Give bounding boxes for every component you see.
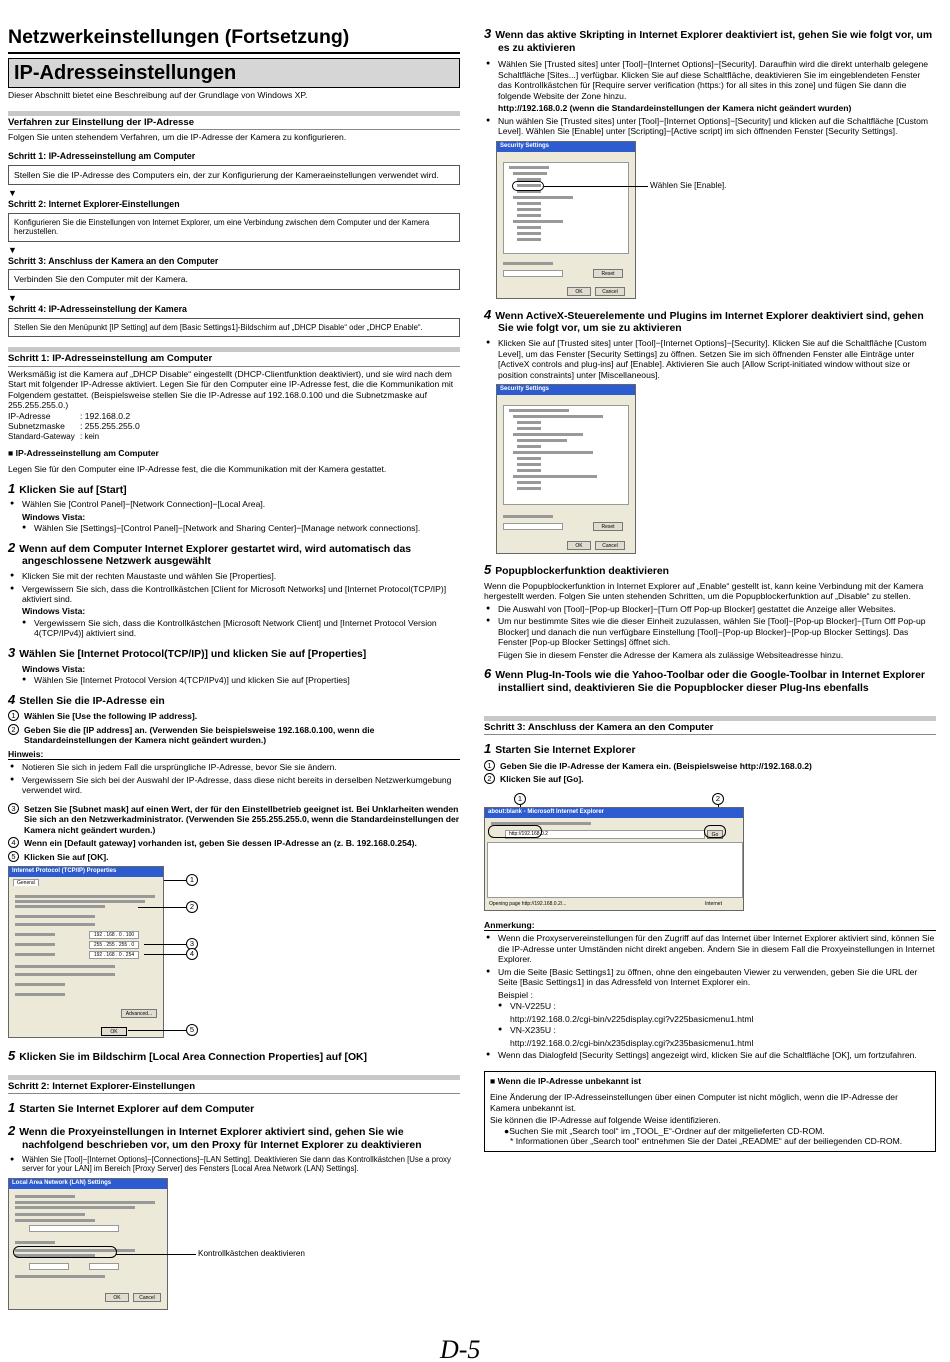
marker-5: 5 [186, 1024, 198, 1036]
substep-text: Geben Sie die IP-Adresse der Kamera ein. (Beispielsweise http://192.168.0.2) [500, 760, 812, 771]
cancel-button[interactable]: Cancel [133, 1293, 161, 1302]
bullet: ● Wählen Sie [Trusted sites] unter [Tool]−[Internet Options]−[Security]. Daraufhin wird die direkt unterhalb gelegene Schaltfläche [Sites...] verfügbar. Klicken Sie auf diese Schaltfläche, deaktivieren Sie im eingeblendeten Fenster das Kontrollkästchen für [Require server verification (https:) for all sites in this zone] und fügen Sie dann die folgende Website der Zone hinzu. [484, 59, 936, 101]
kv-key: Subnetzmaske [8, 421, 65, 432]
ok-button[interactable]: OK [567, 541, 591, 550]
bullet: ● Klicken Sie mit der rechten Maustaste und wählen Sie [Properties]. [8, 571, 460, 581]
example-url: http://192.168.0.2/cgi-bin/x235display.cgi?x235basicmenu1.html [510, 1037, 754, 1048]
page-number: D-5 [440, 1335, 481, 1362]
procedure-step-3-box: Verbinden Sie den Computer mit der Kamera. [8, 269, 460, 289]
dialog-titlebar: Local Area Network (LAN) Settings [9, 1179, 167, 1189]
ok-button[interactable]: OK [101, 1027, 127, 1036]
step-number: 5 [8, 1048, 16, 1064]
bullet: ● Um die Seite [Basic Settings1] zu öffnen, ohne den eingebauten Viewer zu verwenden, geben Sie die URL der Seite [Basic Settings1] in das Adressfeld von Internet Explorer ein. [484, 967, 936, 988]
step-number: 4 [8, 691, 16, 707]
step-number: 3 [8, 644, 16, 660]
bullet: ● Wählen Sie [Internet Protocol Version 4(TCP/IPv4)] und klicken Sie auf [Properties] [8, 675, 460, 685]
example-model: ● VN-V225U : [484, 1001, 936, 1011]
circled-number: 1 [8, 710, 19, 721]
callout-deactivate: Kontrollkästchen deaktivieren [198, 1248, 305, 1258]
info-b2: * Informationen über „Search tool“ entnehmen Sie der Datei „README“ auf der beiliegenden CD-ROM. [510, 1136, 903, 1147]
step-text: Wenn die Proxyeinstellungen in Internet Explorer aktiviert sind, gehen Sie wie nachfolgend beschrieben vor, um den Proxy für Internet Explorer zu deaktivieren [19, 1127, 422, 1151]
step1-2 [8, 540, 460, 569]
reset-button[interactable]: Reset [593, 522, 623, 531]
step2-6 [484, 666, 936, 695]
arrow-down-icon: ▼ [8, 292, 17, 303]
bullet: ● Nun wählen Sie [Trusted sites] unter [Tool]−[Internet Options]−[Security] und klicken auf die Schaltfläche [Custom Level]. Wählen Sie [Enable] unter [Scripting]−[Active script] im sich öffnenden Fenster [Security Settings]. [484, 116, 936, 137]
procedure-step-4-box: Stellen Sie den Menüpunkt [IP Setting] auf dem [Basic Settings1]-Bildschirm auf „DHCP Disable“ oder „DHCP Enable“. [8, 318, 460, 338]
step2-1 [8, 1100, 460, 1117]
address-bar[interactable]: http://192.168.0.2 [505, 830, 705, 839]
kv-value: : 255.255.255.0 [80, 421, 140, 432]
marker-3: 3 [186, 938, 198, 950]
step-text: Wählen Sie [Internet Protocol(TCP/IP)] und klicken Sie auf [Properties] [19, 648, 367, 660]
procedure-intro: Folgen Sie unten stehendem Verfahren, um die IP-Adresse der Kamera zu konfigurieren. [8, 132, 347, 143]
sub-intro: Legen Sie für den Computer eine IP-Adresse fest, die die Kommunikation mit der Kamera gestattet. [8, 464, 387, 475]
example-label: Beispiel : [498, 989, 533, 1000]
cancel-button[interactable]: Cancel [595, 541, 625, 550]
step-text: Starten Sie Internet Explorer auf dem Computer [19, 1104, 255, 1116]
ie-screenshot-area [484, 789, 936, 917]
procedure-step-1-box: Stellen Sie die IP-Adresse des Computers ein, der zur Konfigurierung der Kameraeinstellungen verwendet wird. [8, 165, 460, 185]
default-gateway-field[interactable]: 192 . 168 . 0 . 254 [89, 951, 139, 959]
tcpip-dialog [8, 866, 164, 1038]
substep-text: Wenn ein [Default gateway] vorhanden ist, geben Sie dessen IP-Adresse an (z. B. 192.168.0.254). [24, 838, 417, 849]
substep-text: Geben Sie die [IP address] an. (Verwenden Sie beispielsweise 192.168.0.100, wenn die Standardeinstellungen der Kamera nicht geändert wurden.) [24, 724, 375, 746]
circled-number: 3 [8, 803, 19, 814]
kv-gateway [8, 432, 460, 442]
bullet: ● Um nur bestimmte Sites wie die dieser Einheit zuzulassen, wählen Sie [Tool]−[Pop-up Blocker]−[Turn Off Pop-up Blocker] und danach die nun verfügbare Einstellung [Tool]−[Pop-up Blocker]−[Pop-up Blocker Settings]. Das Fenster [Pop-up Blocker Settings] öffnet sich. [484, 616, 936, 647]
section-bar [484, 716, 936, 721]
bullet: ● Wählen Sie [Settings]−[Control Panel]−[Network and Sharing Center]−[Manage network connections]. [8, 523, 460, 533]
highlight-ellipse [704, 825, 726, 838]
vista-label: Windows Vista: [22, 511, 86, 522]
kv-value: : kein [80, 431, 100, 441]
tcpip-screenshot-area [8, 866, 460, 1042]
marker-1: 1 [514, 793, 526, 805]
highlight-ellipse [512, 181, 544, 191]
step-text: Wenn Plug-In-Tools wie die Yahoo-Toolbar oder die Google-Toolbar in Internet Explorer installiert sind, deaktivieren Sie die Popupblocker dieser Plug-Ins ebenfalls [495, 670, 925, 694]
arrow-down-icon: ▼ [8, 188, 17, 199]
callout-enable: Wählen Sie [Enable]. [650, 180, 727, 190]
ok-button[interactable]: OK [567, 287, 591, 296]
cancel-button[interactable]: Cancel [595, 287, 625, 296]
tab-general[interactable]: General [13, 879, 39, 886]
dialog-titlebar: Security Settings [497, 385, 635, 395]
step-number: 1 [8, 1100, 16, 1116]
step2-4 [484, 307, 936, 336]
example-url: http://192.168.0.2/cgi-bin/v225display.cgi?v225basicmenu1.html [510, 1013, 754, 1024]
security-screenshot-1-area [484, 141, 936, 301]
ok-button[interactable]: OK [105, 1293, 129, 1302]
go-button[interactable]: Go [707, 830, 723, 839]
step-number: 2 [8, 539, 16, 555]
security-settings-dialog [496, 141, 636, 299]
substep-2 [8, 725, 460, 746]
procedure-step-2-box: Konfigurieren Sie die Einstellungen von Internet Explorer, um eine Verbindung zwischen dem Computer und der Kamera herzustellen. [8, 213, 460, 242]
kv-mask [8, 421, 460, 431]
substep-text: Klicken Sie auf [Go]. [500, 774, 584, 785]
section-title: IP-Adresseinstellungen [8, 58, 460, 88]
bullet: ● Vergewissern Sie sich bei der Auswahl der IP-Adresse, dass diese nicht bereits in derselben Netzwerkumgebung verwendet wird. [8, 775, 460, 796]
step-number: 6 [484, 666, 492, 682]
step1-1 [8, 481, 460, 498]
circled-number: 2 [8, 724, 19, 735]
step-text: Wenn auf dem Computer Internet Explorer gestartet wird, wird automatisch das angeschlossene Netzwerk ausgewählt [19, 543, 412, 568]
ie-content [487, 842, 743, 898]
kv-key: Standard-Gateway [8, 431, 75, 441]
intro-text: Dieser Abschnitt bietet eine Beschreibung auf der Grundlage von Windows XP. [8, 90, 308, 101]
bullet: ● Klicken Sie auf [Trusted sites] unter [Tool]−[Internet Options]−[Security]. Klicken Sie auf die Schaltfläche [Custom Level], um das Fenster [Security Settings] zu öffnen. Setzen Sie im sich öffnenden Fenster alle Einträge unter [ActiveX controls and plug-ins] auf [Enable]. Aktivieren Sie auch [Allow Script-initiated window without size or position constraints] unter [Miscellaneous]. [484, 338, 936, 380]
right-column [484, 0, 936, 1152]
step2-2 [8, 1123, 460, 1152]
marker-2: 2 [186, 901, 198, 913]
step1-para: Werksmäßig ist die Kamera auf „DHCP Disable“ eingestellt (DHCP-Clientfunktion deaktiviert), und sie wird nach dem Start mit folgender IP-Adresse aktiviert. Legen Sie für den Computer eine IP-Adresse fest, die die Kommunikation mit Folgendem gestattet. (Beispielsweise stellen Sie die IP-Adresse auf 192.168.0.100 und die Subnetzmaske auf 255.255.255.0.) [8, 368, 454, 411]
substep-5 [8, 852, 460, 862]
substep-text: Klicken Sie auf [OK]. [24, 851, 109, 862]
step2-5 [484, 562, 936, 579]
step-number: 1 [8, 480, 16, 496]
step-text: Popupblockerfunktion deaktivieren [495, 566, 670, 578]
ie-titlebar: about:blank - Microsoft Internet Explorer [485, 808, 743, 818]
example-model: ● VN-X235U : [484, 1025, 936, 1035]
procedure-step-1-title: Schritt 1: IP-Adresseinstellung am Computer [8, 150, 196, 161]
reset-button[interactable]: Reset [593, 269, 623, 278]
step3-heading: Schritt 3: Anschluss der Kamera an den Computer [484, 722, 936, 736]
procedure-heading: Verfahren zur Einstellung der IP-Adresse [8, 117, 460, 131]
bullet: ● Wählen Sie [Control Panel]−[Network Connection]−[Local Area]. [8, 499, 460, 509]
circled-number: 2 [484, 773, 495, 784]
marker-4: 4 [186, 948, 198, 960]
lan-screenshot-area [8, 1178, 460, 1312]
substep-1 [484, 761, 936, 771]
substep-2 [484, 774, 936, 784]
step2-heading: Schritt 2: Internet Explorer-Einstellungen [8, 1081, 460, 1095]
bullet: ● Vergewissern Sie sich, dass die Kontrollkästchen [Microsoft Network Client] und [Internet Protocol Version 4(TCP/IPv4)] aktiviert sind. [8, 618, 460, 639]
dialog-titlebar: Internet Protocol (TCP/IP) Properties [9, 867, 163, 877]
highlight-ellipse [488, 825, 542, 838]
title-rule [8, 52, 460, 54]
step1-4 [8, 692, 460, 709]
info-p2: Sie können die IP-Adresse auf folgende Weise identifizieren. [490, 1115, 721, 1126]
sub-heading: ■ IP-Adresseinstellung am Computer [8, 447, 159, 458]
bullet: ● Wenn das Dialogfeld [Security Settings] angezeigt wird, klicken Sie auf die Schaltfläche [OK], um fortzufahren. [484, 1050, 936, 1060]
ie-zone: Internet [705, 900, 722, 907]
info-b1: ●Suchen Sie mit „Search tool“ im „TOOL_E“-Ordner auf der mitgelieferten CD-ROM. [504, 1125, 825, 1136]
step-number: 2 [8, 1123, 16, 1139]
step-text: Stellen Sie die IP-Adresse ein [19, 695, 165, 707]
highlight-ellipse [13, 1246, 117, 1258]
ip-address-field[interactable]: 192 . 168 . 0 . 100 [89, 931, 139, 939]
substep-text: Setzen Sie [Subnet mask] auf einen Wert, der für den Einstellbetrieb geeignet ist. Bei Unklarheiten wenden Sie sich an den Netzwerkadministrator. (Verwenden Sie 255.255.255.0, wenn die Standardeinstellungen der Kamera nicht geändert wurden.) [24, 803, 460, 835]
step1-5 [8, 1048, 460, 1065]
circled-number: 1 [484, 760, 495, 771]
section-bar [8, 347, 460, 352]
marker-1: 1 [186, 874, 198, 886]
bullet: ● Die Auswahl von [Tool]−[Pop-up Blocker]−[Turn Off Pop-up Blocker] gestattet die Anzeige aller Websites. [484, 604, 936, 614]
kv-key: IP-Adresse [8, 410, 51, 421]
subnet-mask-field[interactable]: 255 . 255 . 255 . 0 [89, 941, 139, 949]
info-title: ■ Wenn die IP-Adresse unbekannt ist [490, 1075, 642, 1086]
step-text: Klicken Sie auf [Start] [19, 484, 127, 496]
lan-settings-dialog [8, 1178, 168, 1310]
procedure-step-4-title: Schritt 4: IP-Adresseinstellung der Kamera [8, 303, 187, 314]
step-text: Starten Sie Internet Explorer [495, 745, 636, 757]
security-screenshot-2-area [484, 384, 936, 556]
step1-3 [8, 645, 460, 662]
popup-para-2: Fügen Sie in diesem Fenster die Adresse der Kamera als zulässige Websiteadresse hinzu. [498, 649, 844, 660]
substep-4 [8, 838, 460, 848]
section-bar [8, 111, 460, 116]
step-number: 1 [484, 741, 492, 757]
ie-status: Opening page http://192.168.0.2/... [489, 900, 567, 907]
kv-ip [8, 411, 460, 421]
bullet: ● Notieren Sie sich in jedem Fall die ursprüngliche IP-Adresse, bevor Sie sie ändern. [8, 762, 460, 772]
advanced-button[interactable]: Advanced... [121, 1009, 157, 1018]
circled-number: 5 [8, 851, 19, 862]
procedure-step-3-title: Schritt 3: Anschluss der Kamera an den Computer [8, 255, 219, 266]
note-title: Hinweis: [8, 749, 460, 760]
kv-value: : 192.168.0.2 [80, 410, 131, 421]
popup-para: Wenn die Popupblockerfunktion in Internet Explorer auf „Enable“ gestellt ist, kann keine Verbindung mit der Kamera hergestellt werden. Folgen Sie unten stehenden Schritten, um die Popupblockerfunktion auf „Disable“ zu stellen. [484, 580, 924, 602]
vista-label: Windows Vista: [22, 663, 86, 674]
bullet: ● Vergewissern Sie sich, dass die Kontrollkästchen [Client for Microsoft Networks] und [Internet Protocol(TCP/IP)] aktiviert sind. [8, 584, 460, 605]
substep-1 [8, 711, 460, 721]
section-bar [8, 1075, 460, 1080]
circled-number: 4 [8, 837, 19, 848]
step-text: Wenn ActiveX-Steuerelemente und Plugins im Internet Explorer deaktiviert sind, gehen Sie wie folgt vor, um sie zu aktivieren [495, 310, 924, 335]
page-title: Netzwerkeinstellungen (Fortsetzung) [8, 26, 350, 48]
step-text: Wenn das aktive Skripting in Internet Explorer deaktiviert ist, gehen Sie wie folgt vor, um es zu aktivieren [495, 30, 933, 54]
step-text: Klicken Sie im Bildschirm [Local Area Connection Properties] auf [OK] [19, 1052, 368, 1064]
note-title: Anmerkung: [484, 920, 936, 931]
bullet: ● Wenn die Proxyservereinstellungen für den Zugriff auf das Internet über Internet Explorer aktiviert sind, können Sie die IP-Adresse unter Umständen nicht direkt angeben. Ändern Sie in diesem Fall die Proxyeinstellungen in Internet Explorer. [484, 933, 936, 964]
trusted-url: http://192.168.0.2 (wenn die Standardeinstellungen der Kamera nicht geändert wurden) [498, 103, 852, 114]
step-number: 3 [484, 26, 492, 41]
step2-3 [484, 26, 936, 55]
security-settings-dialog [496, 384, 636, 554]
info-p1: Eine Änderung der IP-Adresseinstellungen über einen Computer ist nicht möglich, wenn die IP-Adresse der Kamera unbekannt ist. [490, 1092, 898, 1113]
arrow-down-icon: ▼ [8, 244, 17, 255]
substep-text: Wählen Sie [Use the following IP address]. [24, 711, 198, 722]
left-column [8, 0, 460, 1312]
step3-1 [484, 741, 936, 758]
vista-label: Windows Vista: [22, 606, 86, 617]
substep-3 [8, 804, 460, 835]
dialog-titlebar: Security Settings [497, 142, 635, 152]
step1-heading: Schritt 1: IP-Adresseinstellung am Computer [8, 353, 460, 367]
procedure-step-2-title: Schritt 2: Internet Explorer-Einstellungen [8, 199, 180, 210]
ie-window [484, 807, 744, 911]
info-box [484, 1071, 936, 1152]
step-number: 5 [484, 562, 492, 578]
bullet: ● Wählen Sie [Tool]−[Internet Options]−[Connections]−[LAN Setting]. Deaktivieren Sie dann das Kontrollkästchen [Use a proxy server for your LAN] im Bereich [Proxy Server] des Fensters [Local Area Network (LAN) Settings]. [8, 1155, 460, 1174]
step-number: 4 [484, 306, 492, 322]
marker-2: 2 [712, 793, 724, 805]
